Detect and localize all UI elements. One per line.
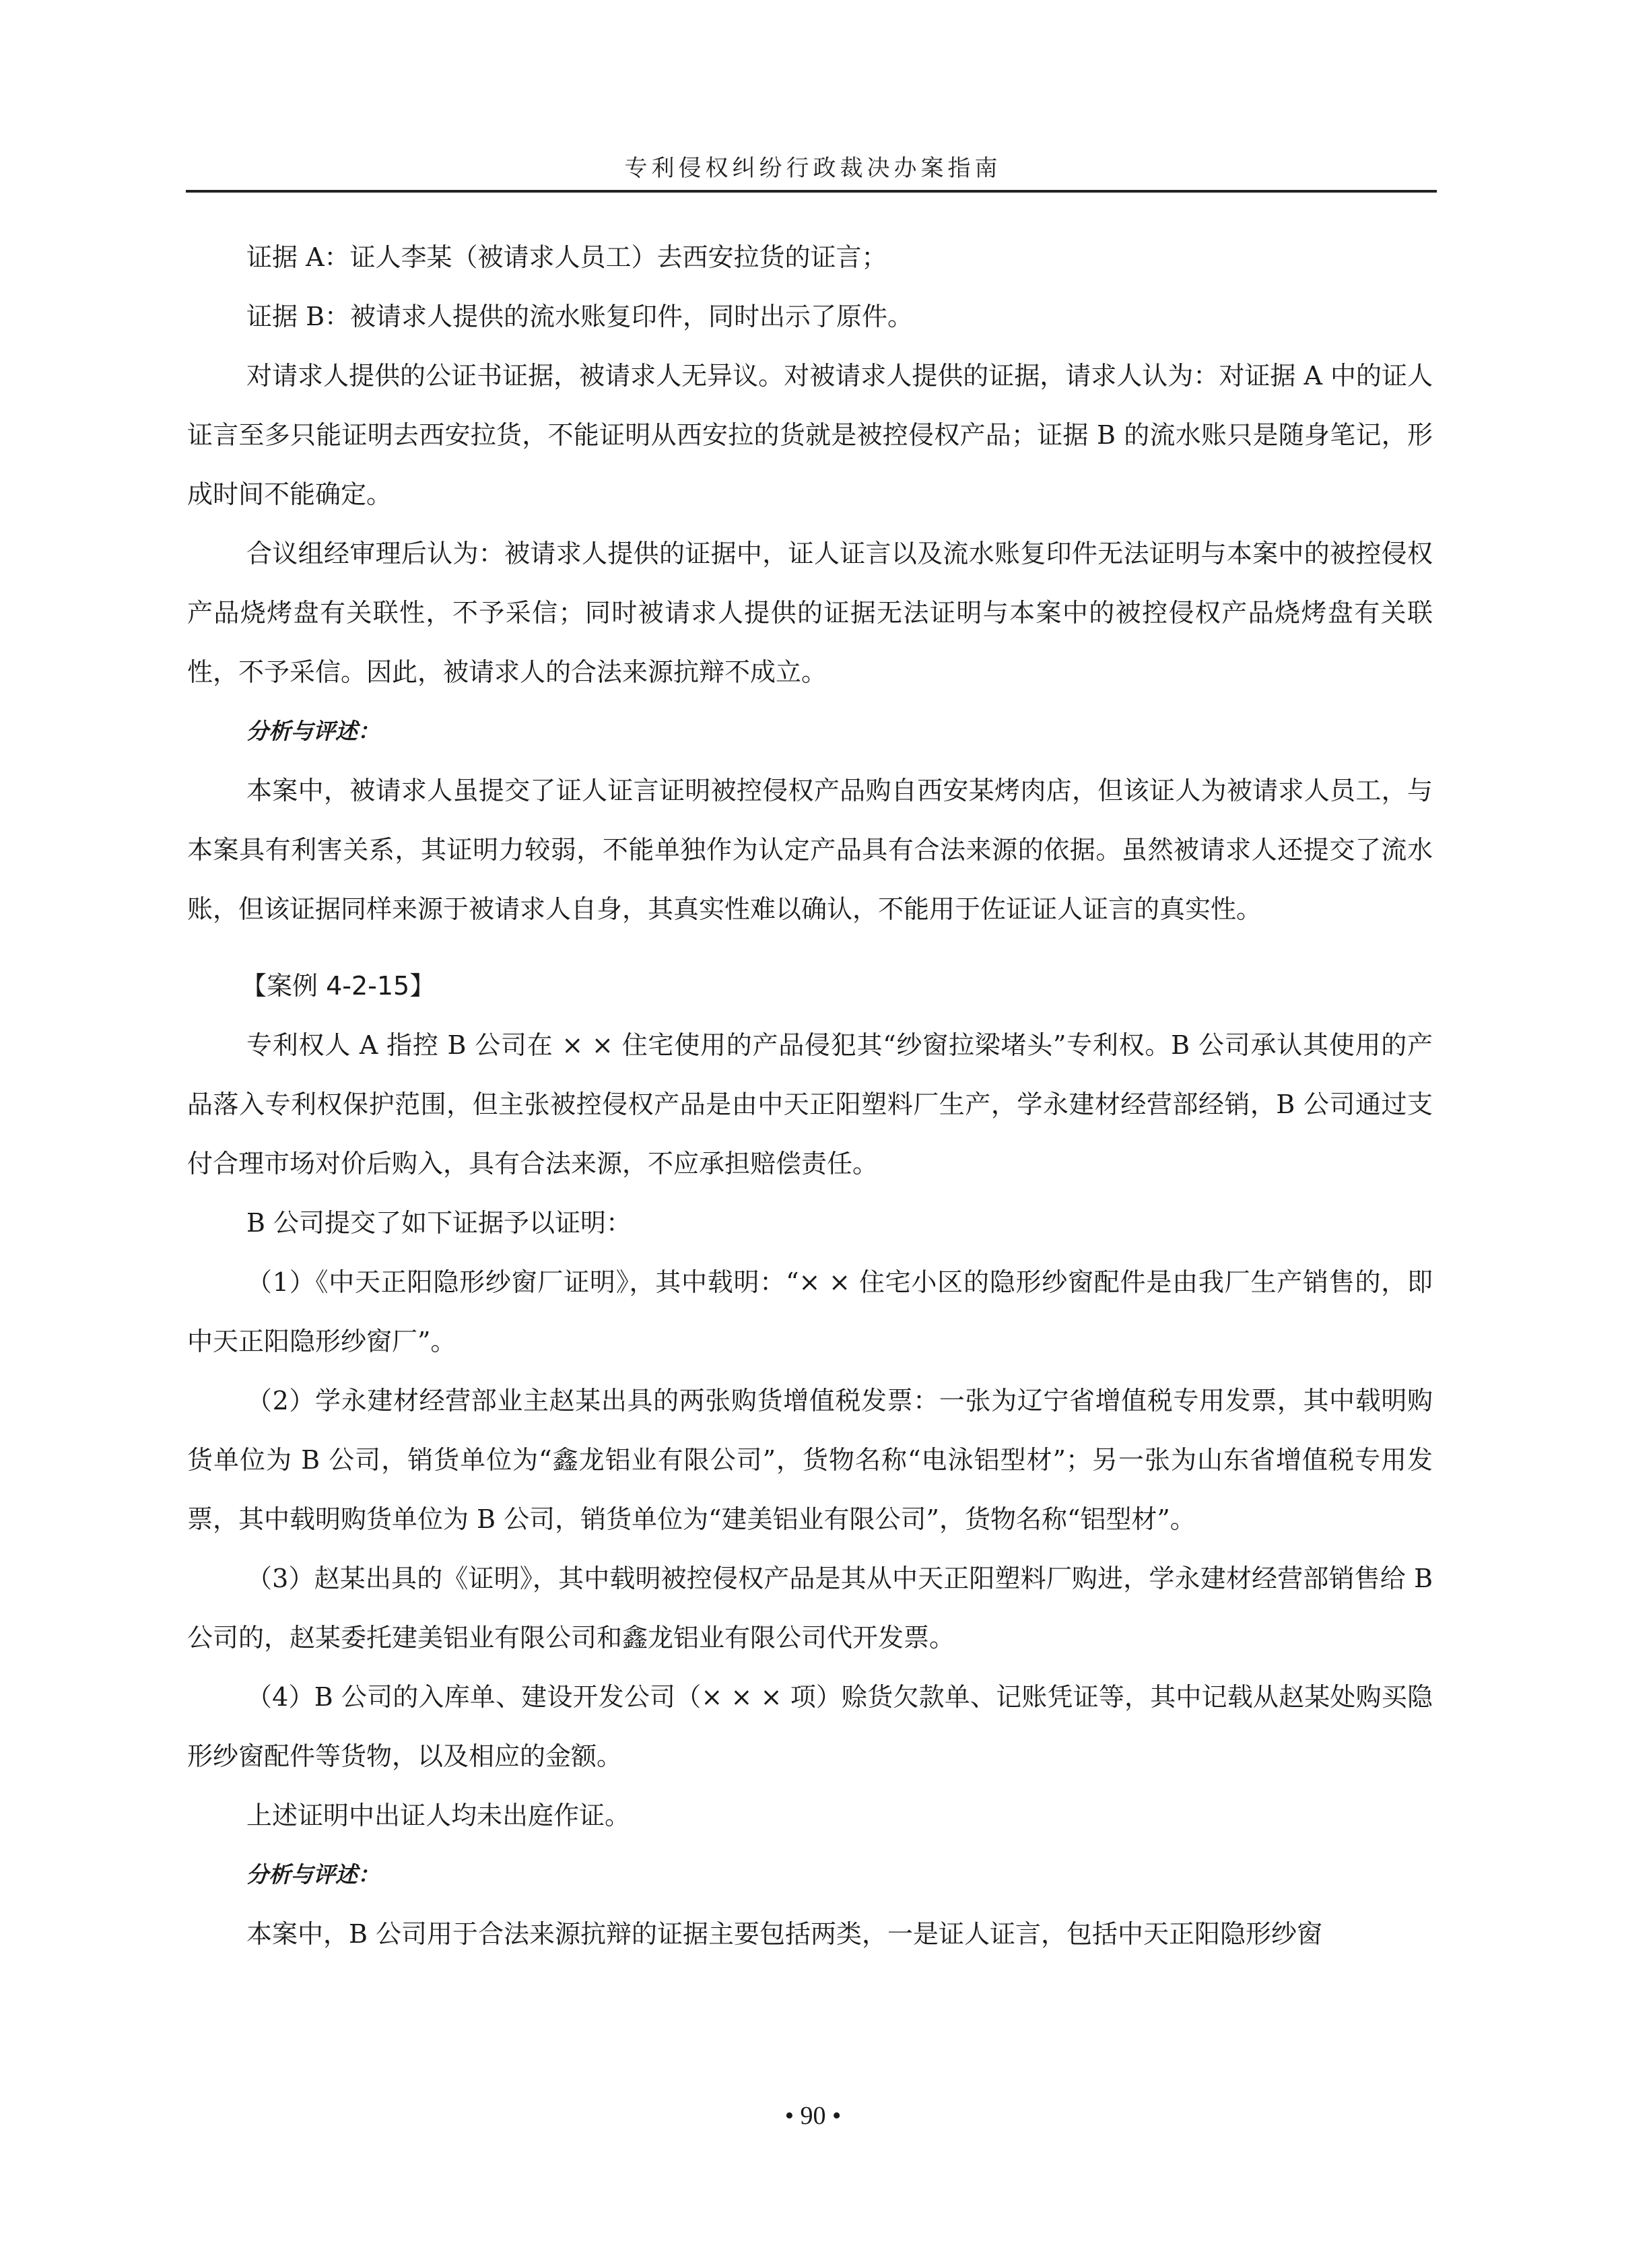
evidence-a-paragraph: 证据 A：证人李某（被请求人员工）去西安拉货的证言； [246,242,887,272]
running-header-title: 专利侵权纠纷行政裁决办案指南 [624,155,1002,182]
page-body [187,228,1433,1964]
evidence-item-1: （1）《中天正阳隐形纱窗厂证明》，其中载明：“× × 住宅小区的隐形纱窗配件是由我厂生产销售的，即中天正阳隐形纱窗厂”。 [187,1267,1433,1356]
analysis-paragraph: 本案中，被请求人虽提交了证人证言证明被控侵权产品购自西安某烤肉店，但该证人为被请求人员工，与本案具有利害关系，其证明力较弱，不能单独作为认定产品具有合法来源的依据。虽然被请求人还提交了流水账，但该证据同样来源于被请求人自身，其真实性难以确认，不能用于佐证证人证言的真实性。 [187,776,1433,924]
analysis-heading: 分析与评述： [246,718,380,744]
opinion-paragraph: 对请求人提供的公证书证据，被请求人无异议。对被请求人提供的证据，请求人认为：对证据 A 中的证人证言至多只能证明去西安拉货，不能证明从西安拉的货就是被控侵权产品；证据 B 的流水账只是随身笔记，形成时间不能确定。 [187,361,1433,509]
evidence-item-2: （2）学永建材经营部业主赵某出具的两张购货增值税发票：一张为辽宁省增值税专用发票，其中载明购货单位为 B 公司，销货单位为“鑫龙铝业有限公司”，货物名称“电泳铝型材”；另一张为山东省增值税专用发票，其中载明购货单位为 B 公司，销货单位为“建美铝业有限公司”，货物名称“铝型材”。 [187,1386,1433,1534]
panel-finding-paragraph: 合议组经审理后认为：被请求人提供的证据中，证人证言以及流水账复印件无法证明与本案中的被控侵权产品烧烤盘有关联性，不予采信；同时被请求人提供的证据无法证明与本案中的被控侵权产品烧烤盘有关联性，不予采信。因此，被请求人的合法来源抗辩不成立。 [187,539,1433,687]
header-divider [186,190,1437,193]
analysis-paragraph-2: 本案中，B 公司用于合法来源抗辩的证据主要包括两类，一是证人证言，包括中天正阳隐形纱窗 [246,1919,1323,1949]
evidence-item-3: （3）赵某出具的《证明》，其中载明被控侵权产品是其从中天正阳塑料厂购进，学永建材经营部销售给 B 公司的，赵某委托建美铝业有限公司和鑫龙铝业有限公司代开发票。 [187,1564,1433,1653]
evidence-intro-paragraph: B 公司提交了如下证据予以证明： [246,1208,632,1238]
evidence-b-paragraph: 证据 B：被请求人提供的流水账复印件，同时出示了原件。 [246,302,914,331]
witness-note-paragraph: 上述证明中出证人均未出庭作证。 [246,1801,631,1830]
analysis-heading-2: 分析与评述： [246,1861,380,1888]
case-title: 【案例 4-2-15】 [241,971,436,1001]
evidence-item-4: （4）B 公司的入库单、建设开发公司（× × × 项）赊货欠款单、记账凭证等，其中记载从赵某处购买隐形纱窗配件等货物，以及相应的金额。 [187,1682,1433,1771]
case-intro-paragraph: 专利权人 A 指控 B 公司在 × × 住宅使用的产品侵犯其“纱窗拉梁堵头”专利权。B 公司承认其使用的产品落入专利权保护范围，但主张被控侵权产品是由中天正阳塑料厂生产，学永建材经营部经销，B 公司通过支付合理市场对价后购入，具有合法来源，不应承担赔偿责任。 [187,1030,1433,1178]
page-number: • 90 • [784,2102,842,2130]
